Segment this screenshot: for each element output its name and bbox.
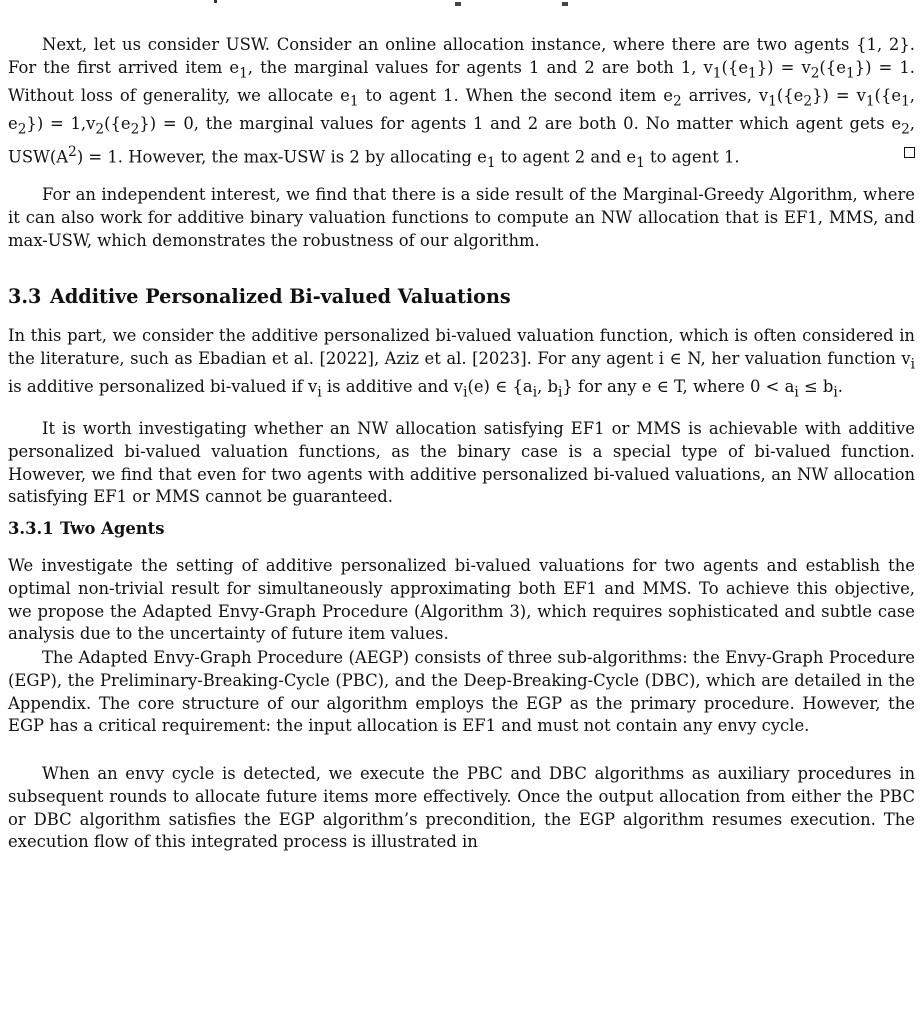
cropped-previous-line — [0, 0, 923, 8]
paragraph-two-agents: We investigate the setting of additive personalized bi-valued valuations for two agents and establish the optimal non-trivial result for simultaneously approximating both EF1 and MMS. To achieve this objective, we propose the Adapted Envy-Graph Procedure (Algorithm 3), which requires sophisticated and subtle case analysis due to the uncertainty of future item values. — [8, 556, 915, 644]
paragraph-usw-example: Next, let us consider USW. Consider an online allocation instance, where there are two agents {1, 2}. For the first arrived item $e_1$, the marginal values for agents 1 and 2 are both 1, $v_1(\{e_1\}) = v_2(\{e_1\}) = 1$. Without loss of generality, we allocate $e_1$ to agent 1. When the second item $e_2$ arrives, $v_1(\{e_2\}) = v_1(\{e_1$, $e_2\}) = 1,v_2(\{e_2\}) = 0$, the marginal values for agents 1 and 2 are both 0. No matter which agent gets $e_2$, $USW(A^2) = 1$. However, the max-USW is 2 by allocating $e_1$ to agent 2 and $e_1$ to agent 1. — [8, 35, 916, 171]
section-title: Additive Personalized Bi-valued Valuations — [50, 285, 511, 308]
subsection-number: 3.3.1 — [8, 519, 54, 538]
paragraph-envy-cycle: When an envy cycle is detected, we execute the PBC and DBC algorithms as auxiliary procedures in subsequent rounds to allocate future items more effectively. Once the output allocation from either the PBC or DBC algorithm satisfies the EGP algorithm’s precondition, the EGP algorithm resumes execution. The execution flow of this integrated process is illustrated in — [8, 764, 915, 852]
section-number: 3.3 — [8, 285, 42, 308]
qed-square — [904, 147, 915, 158]
p1-text: Next, let us consider USW. Consider an online allocation instance, where there are two agents {1, 2}. For the first arrived item e — [8, 35, 915, 77]
subsection-heading — [8, 518, 915, 540]
paragraph-bivalued-definition: In this part, we consider the additive personalized bi-valued valuation function, which is often considered in the literature, such as Ebadian et al. [2022], Aziz et al. [2023]. For any agent i ∈ N, her valuation function $v_i$ is additive personalized bi-valued if $v_i$ is additive and $v_i(e)$ ∈ {$a_i$, $b_i$} for any e ∈ T, where $0 < a_i \le b_i$. — [8, 326, 915, 401]
paragraph-side-result: For an independent interest, we find that there is a side result of the Marginal-Greedy Algorithm, where it can also work for additive binary valuation functions to compute an NW allocation that is EF1, MMS, and max-USW, which demonstrates the robustness of our algorithm. — [8, 185, 915, 250]
subsection-title: Two Agents — [60, 519, 165, 538]
paragraph-aegp: The Adapted Envy-Graph Procedure (AEGP) consists of three sub-algorithms: the Envy-Graph Procedure (EGP), the Preliminary-Breaking-Cycle (PBC), and the Deep-Breaking-Cycle (DBC), which are detailed in the Appendix. The core structure of our algorithm employs the EGP as the primary procedure. However, the EGP has a critical requirement: the input allocation is EF1 and must not contain any envy cycle. — [8, 648, 915, 736]
paragraph-investigating: It is worth investigating whether an NW allocation satisfying EF1 or MMS is achievable with additive personalized bi-valued valuation functions, as the binary case is a special type of bi-valued function. However, we find that even for two agents with additive personalized bi-valued valuations, an NW allocation satisfying EF1 or MMS cannot be guaranteed. — [8, 419, 915, 507]
section-heading — [8, 285, 915, 309]
